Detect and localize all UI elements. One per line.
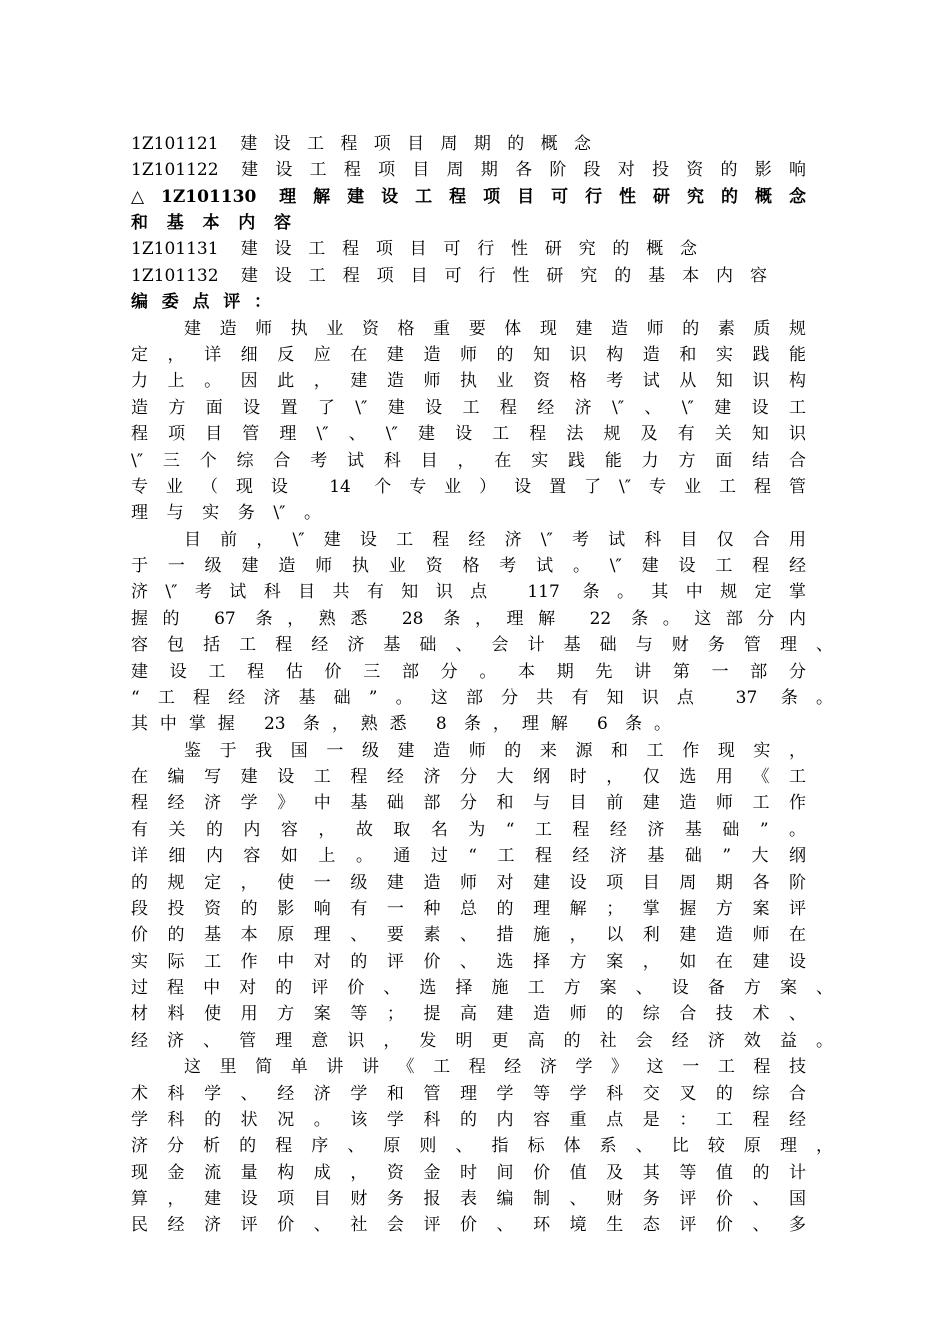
paragraph-line: “工程经济基础”。这部分共有知识点 37 条。 <box>131 688 833 708</box>
paragraph-line: 目前，\″建设工程经济\″考试科目仅合用 <box>184 530 806 550</box>
heading-1z101131: 1Z101131 建设工程项目可行性研究的概念 <box>131 239 697 259</box>
paragraph-line: 力上。因此，建造师执业资格考试从知识构 <box>131 371 806 391</box>
paragraph-line: 于一级建造师执业资格考试。\″建设工程经 <box>131 556 806 576</box>
paragraph-line: 术科学、经济学和管理学等学科交叉的综合 <box>131 1084 806 1104</box>
paragraph-line: 实际工作中对的评价、选择方案，如在建设 <box>131 952 806 972</box>
heading-1z101130-line1: △1Z101130 理解建设工程项目可行性研究的概念 <box>131 187 806 207</box>
paragraph-line: 建设工程估价三部分。本期先讲第一部分 <box>131 662 806 682</box>
paragraph-line: 程经济学》中基础部分和与目前建造师工作 <box>131 793 806 813</box>
paragraph-line: 民经济评价、社会评价、环境生态评价、多 <box>131 1215 806 1235</box>
paragraph-line: 程项目管理\″、\″建设工程法规及有关知识 <box>131 424 806 444</box>
paragraph-line: 济\″考试科目共有知识点 117 条。其中规定掌 <box>131 582 806 602</box>
paragraph-line: 材料使用方案等；提高建造师的综合技术、 <box>131 1004 806 1024</box>
paragraph-line: 理与实务\″。 <box>131 503 321 523</box>
paragraph-line: 定，详细反应在建造师的知识构造和实践能 <box>131 345 806 365</box>
paragraph-line: 经济、管理意识，发明更高的社会经济效益。 <box>131 1031 833 1051</box>
paragraph-line: 段投资的影响有一种总的理解；掌握方案评 <box>131 899 806 919</box>
paragraph-line: 的规定，使一级建造师对建设项目周期各阶 <box>131 873 806 893</box>
paragraph-line: 鉴于我国一级建造师的来源和工作现实， <box>184 741 806 761</box>
paragraph-line: 现金流量构成，资金时间价值及其等值的计 <box>131 1163 806 1183</box>
paragraph-line: 过程中对的评价、选择施工方案、设备方案、 <box>131 978 833 998</box>
paragraph-line: 有关的内容，故取名为“工程经济基础”。 <box>131 820 806 840</box>
paragraph-line: 详细内容如上。通过“工程经济基础”大纲 <box>131 846 806 866</box>
paragraph-line: 造方面设置了\″建设工程经济\″、\″建设工 <box>131 398 806 418</box>
paragraph-line: 容包括工程经济基础、会计基础与财务管理、 <box>131 635 833 655</box>
paragraph-line: \″三个综合考试科目，在实践能力方面结合 <box>131 451 806 471</box>
paragraph-line: 济分析的程序、原则、指标体系、比较原理， <box>131 1136 833 1156</box>
paragraph-line: 专业（现设 14 个专业）设置了\″专业工程管 <box>131 477 806 497</box>
paragraph-line: 这里简单讲讲《工程经济学》这一工程技 <box>184 1057 806 1077</box>
heading-1z101132: 1Z101132 建设工程项目可行性研究的基本内容 <box>131 266 767 286</box>
editor-comment-heading: 编委点评： <box>131 292 271 312</box>
paragraph-line: 建造师执业资格重要体现建造师的素质规 <box>184 319 806 339</box>
paragraph-line: 学科的状况。该学科的内容重点是：工程经 <box>131 1110 806 1130</box>
paragraph-line: 握的 67 条，熟悉 28 条，理解 22 条。这部分内 <box>131 609 806 629</box>
paragraph-line: 算，建设项目财务报表编制、财务评价、国 <box>131 1189 806 1209</box>
heading-1z101122: 1Z101122 建设工程项目周期各阶段对投资的影响 <box>131 160 806 180</box>
paragraph-line: 在编写建设工程经济分大纲时，仅选用《工 <box>131 767 806 787</box>
paragraph-line: 其中掌握 23 条，熟悉 8 条，理解 6 条。 <box>131 714 671 734</box>
heading-1z101121: 1Z101121 建设工程项目周期的概念 <box>131 134 591 154</box>
paragraph-line: 价的基本原理、要素、措施，以利建造师在 <box>131 925 806 945</box>
heading-1z101130-line2: 和基本内容 <box>131 213 291 233</box>
